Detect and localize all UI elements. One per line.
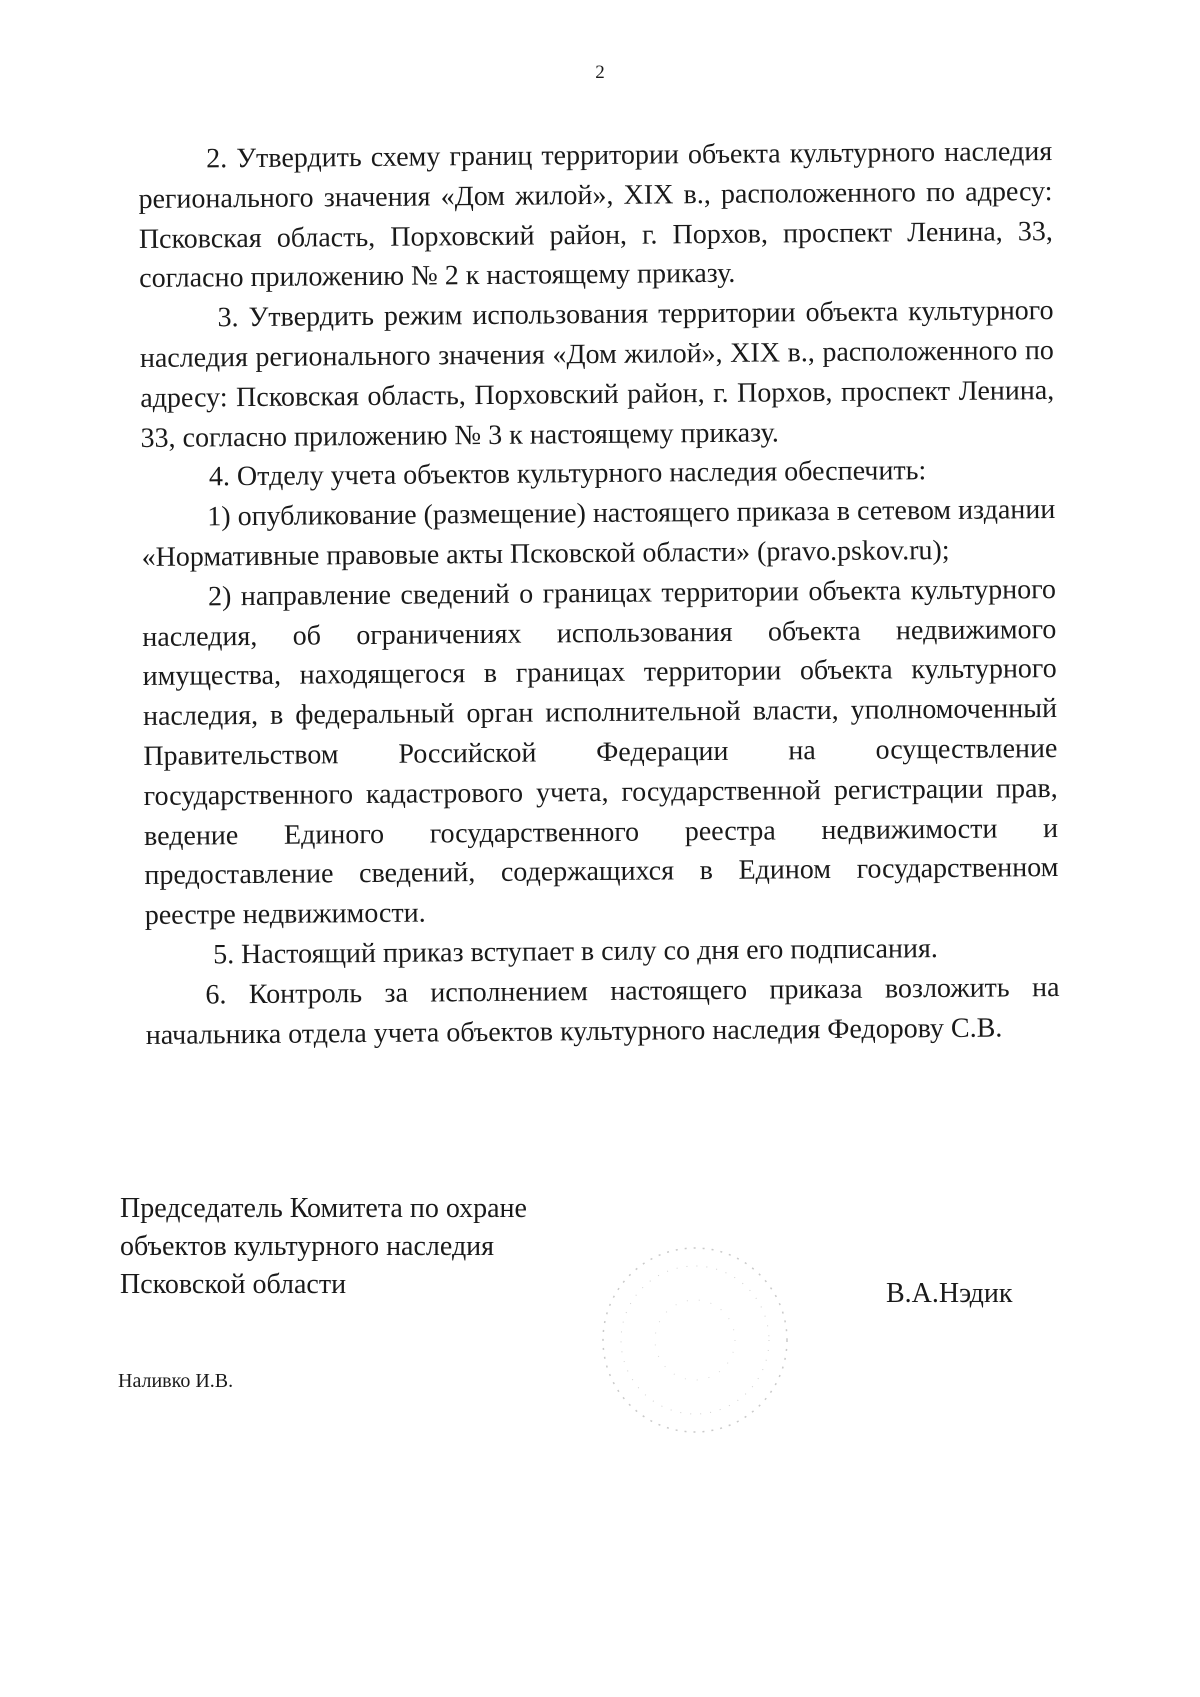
paragraph-item-3: 3. Утвердить режим использования территории объекта культурного наследия регионального значения «Дом жилой», XIX в., расположенного по адресу: Псковская область, Порховский район, г. Порхов, проспект Ленина, 33, согласно приложению № 3 к настоящему приказу. <box>139 295 1055 454</box>
paragraph-subitem-1: 1) опубликование (размещение) настоящего приказа в сетевом издании «Нормативные правовые акты Псковской области» (pravo.pskov.ru); <box>141 494 1056 573</box>
paragraph-item-2: 2. Утвердить схему границ территории объекта культурного наследия регионального значения «Дом жилой», XIX в., расположенного по адресу: Псковская область, Порховский район, г. Порхов, проспект Ленина, 33, согласно приложению № 2 к настоящему приказу. <box>138 136 1053 295</box>
signature-block <box>120 1190 1020 1304</box>
signer-title-line: Председатель Комитета по охране <box>120 1193 527 1224</box>
paragraph-subitem-2: 2) направление сведений о границах территории объекта культурного наследия, об ограничениях использования объекта недвижимого имущества, находящегося в границах территории объекта культурного наследия, в федеральный орган исполнительной власти, уполномоченный Правительством Российской Федерации на осуществление государственного кадастрового учета, государственной регистрации прав, ведение Единого государственного реестра недвижимости и предоставление сведений, содержащихся в Едином государственном реестре недвижимости. <box>142 573 1059 932</box>
faint-stamp-mark <box>590 1235 800 1445</box>
signer-name: В.А.Нэдик <box>886 1278 1013 1309</box>
signer-title-line: Псковской области <box>120 1269 347 1300</box>
paragraph-item-5: 5. Настоящий приказ вступает в силу со дня его подписания. <box>212 932 938 971</box>
paragraph-item-4: 4. Отделу учета объектов культурного наследия обеспечить: <box>208 455 927 493</box>
paragraph-item-6: 6. Контроль за исполнением настоящего приказа возложить на начальника отдела учета объектов культурного наследия Федорову С.В. <box>145 971 1060 1051</box>
document-body <box>138 132 1060 1055</box>
page-number: 2 <box>595 62 605 83</box>
executor-name: Наливко И.В. <box>118 1370 234 1392</box>
signer-title-line: объектов культурного наследия <box>120 1231 495 1262</box>
